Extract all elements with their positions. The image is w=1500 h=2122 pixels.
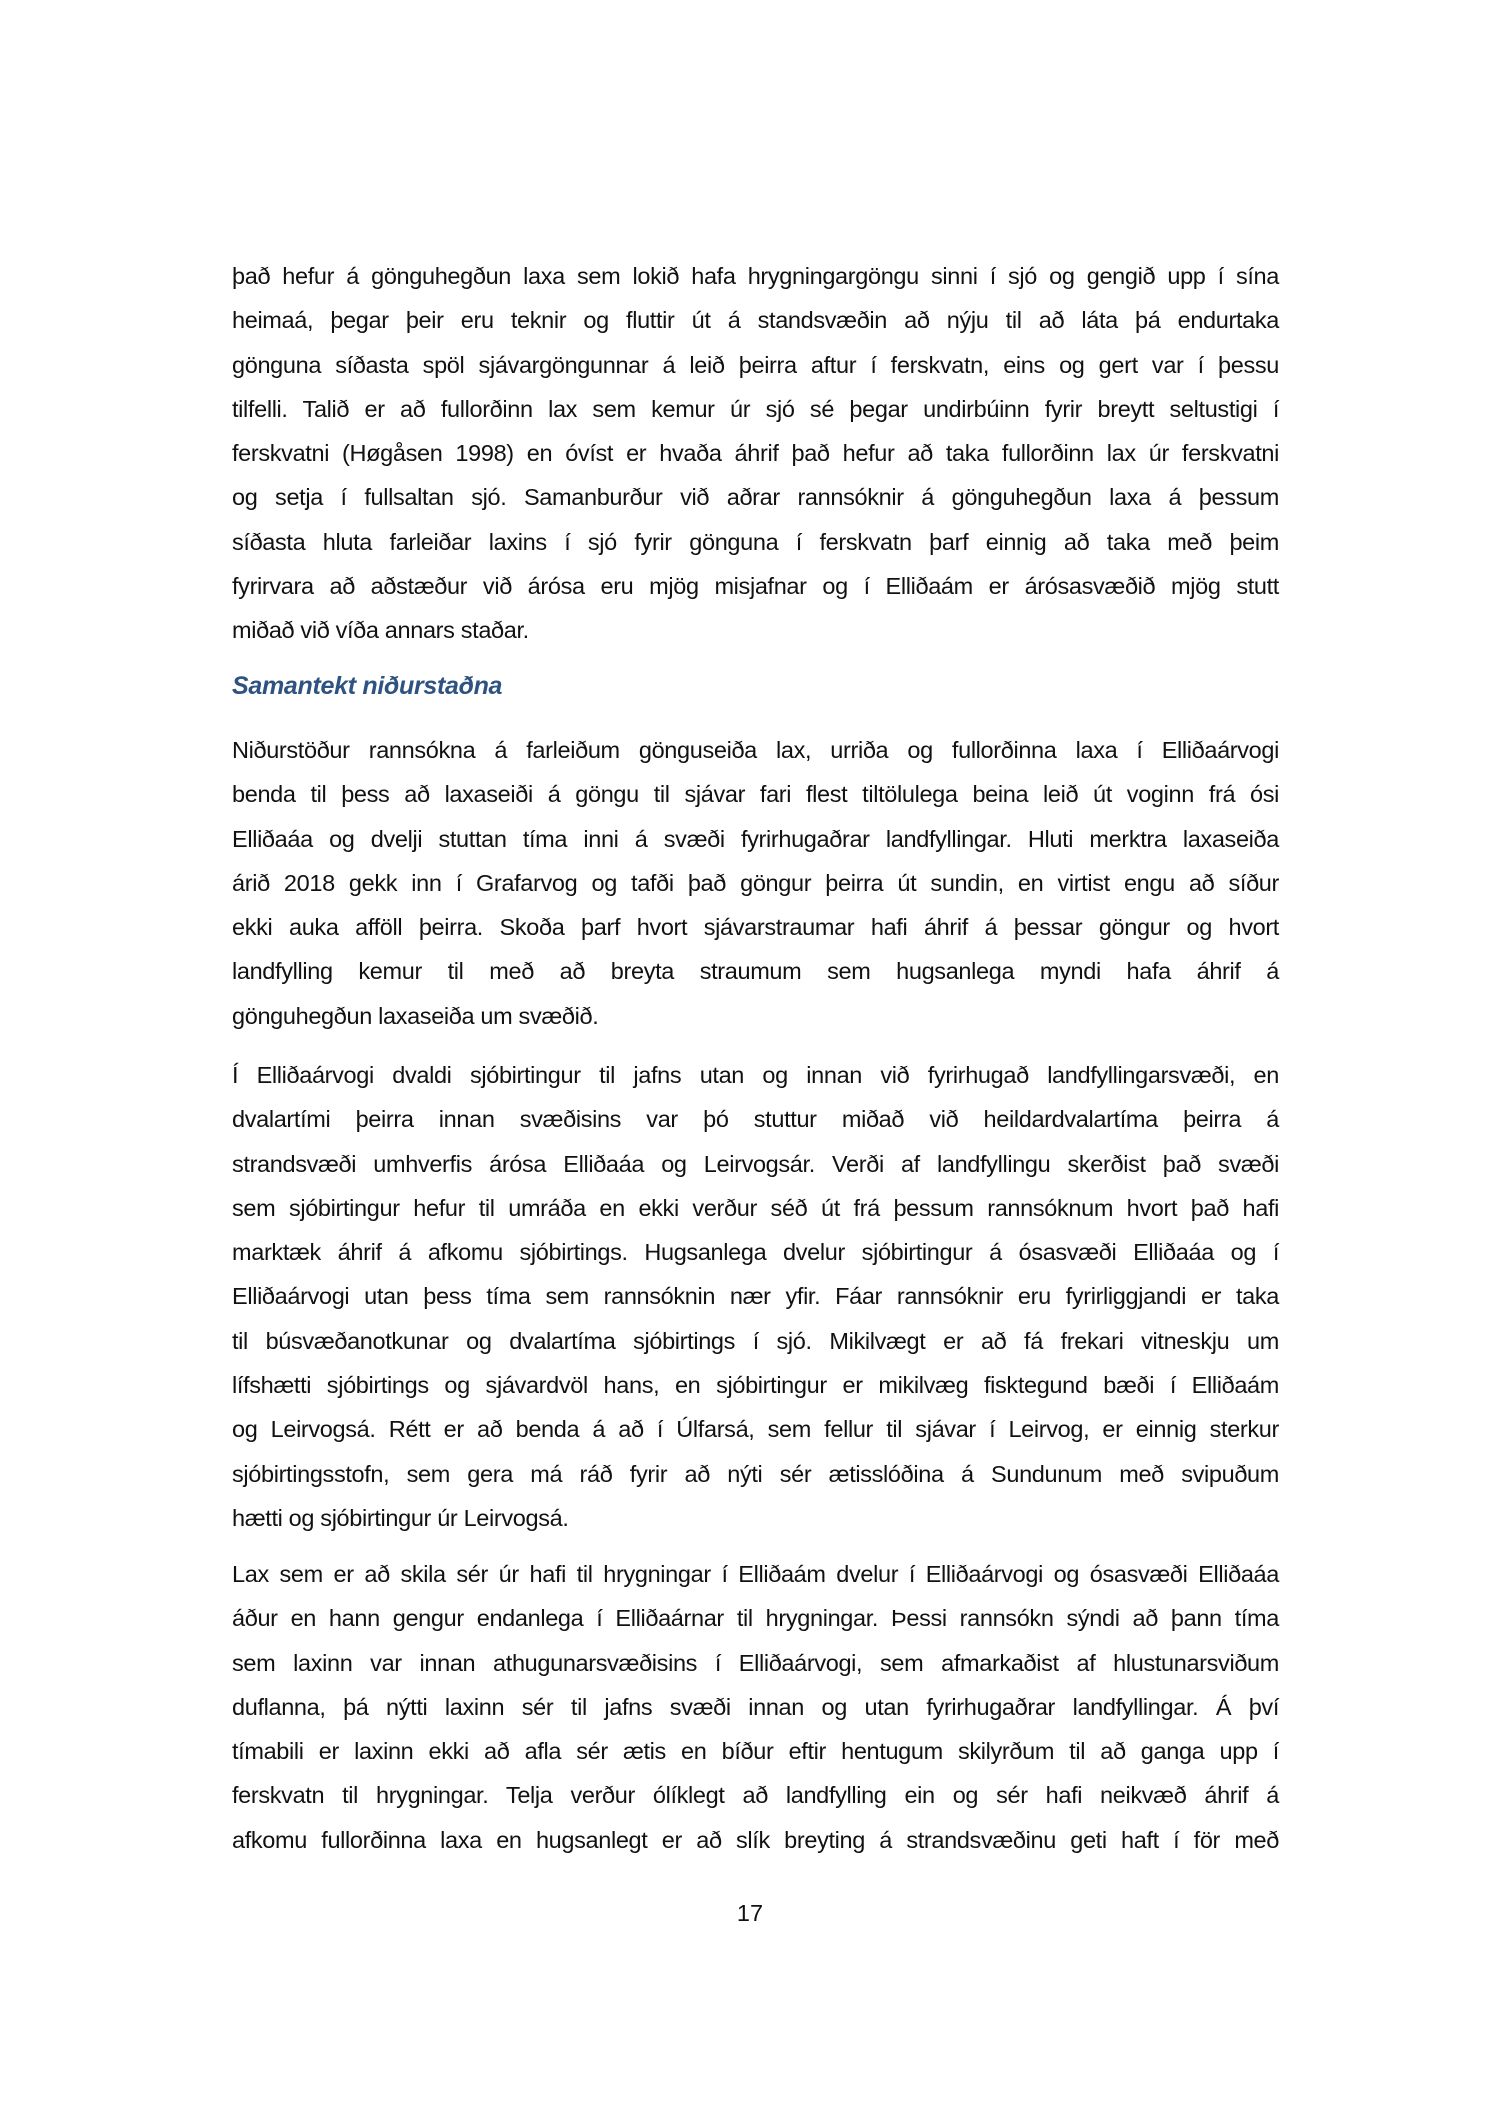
text-line: gönguna síðasta spöl sjávargöngunnar á leið þeirra aftur í ferskvatn, eins og gert var í þessu: [232, 351, 1279, 378]
text-line: árið 2018 gekk inn í Grafarvog og tafði það göngur þeirra út sundin, en virtist engu að síður: [232, 869, 1279, 896]
text-line: Niðurstöður rannsókna á farleiðum gönguseiða lax, urriða og fullorðinna laxa í Elliðaárvogi: [232, 737, 1279, 763]
text-line: Í Elliðaárvogi dvaldi sjóbirtingur til jafns utan og innan við fyrirhugað landfyllingarsvæði, en: [232, 1062, 1279, 1088]
text-line: hætti og sjóbirtingur úr Leirvogsá.: [232, 1504, 569, 1531]
text-line: heimaá, þegar þeir eru teknir og fluttir út á standsvæðin að nýju til að láta þá endurtaka: [232, 307, 1279, 334]
text-line: duflanna, þá nýtti laxinn sér til jafns svæði innan og utan fyrirhugaðrar landfyllingar. Á því: [232, 1693, 1279, 1720]
text-line: miðað við víða annars staðar.: [232, 617, 529, 644]
text-line: það hefur á gönguhegðun laxa sem lokið hafa hrygningargöngu sinni í sjó og gengið upp í sína: [232, 263, 1279, 289]
text-line: ekki auka afföll þeirra. Skoða þarf hvort sjávarstraumar hafi áhrif á þessar göngur og hvort: [232, 914, 1279, 941]
text-line: áður en hann gengur endanlega í Elliðaárnar til hrygningar. Þessi rannsókn sýndi að þann tíma: [232, 1605, 1279, 1632]
text-line: sem sjóbirtingur hefur til umráða en ekki verður séð út frá þessum rannsóknum hvort það hafi: [232, 1194, 1279, 1221]
text-line: Lax sem er að skila sér úr hafi til hrygningar í Elliðaám dvelur í Elliðaárvogi og ósasvæði Elliðaáa: [232, 1561, 1279, 1587]
text-line: Elliðaáa og dvelji stuttan tíma inni á svæði fyrirhugaðrar landfyllingar. Hluti merktra laxaseiða: [232, 825, 1279, 852]
text-line: afkomu fullorðinna laxa en hugsanlegt er að slík breyting á strandsvæðinu geti haft í för með: [232, 1826, 1279, 1853]
text-line: fyrirvara að aðstæður við árósa eru mjög misjafnar og í Elliðaám er árósasvæðið mjög stutt: [232, 573, 1279, 600]
text-line: gönguhegðun laxaseiða um svæðið.: [232, 1002, 599, 1029]
text-line: marktæk áhrif á afkomu sjóbirtings. Hugsanlega dvelur sjóbirtingur á ósasvæði Elliðaáa og í: [232, 1239, 1279, 1266]
page-number: 17: [736, 1900, 764, 1926]
text-line: sjóbirtingsstofn, sem gera má ráð fyrir að nýti sér ætisslóðina á Sundunum með svipuðum: [232, 1460, 1279, 1487]
text-line: og setja í fullsaltan sjó. Samanburður við aðrar rannsóknir á gönguhegðun laxa á þessum: [232, 484, 1279, 511]
section-heading: Samantekt niðurstaðna: [232, 672, 503, 700]
text-line: landfylling kemur til með að breyta straumum sem hugsanlega myndi hafa áhrif á: [232, 958, 1279, 985]
text-line: benda til þess að laxaseiði á göngu til sjávar fari flest tiltölulega beina leið út voginn frá ósi: [232, 781, 1279, 808]
paragraph-3: [232, 1053, 1279, 1540]
text-line: sem laxinn var innan athugunarsvæðisins í Elliðaárvogi, sem afmarkaðist af hlustunarsviðum: [232, 1649, 1279, 1676]
paragraph-1: [232, 254, 1279, 653]
text-line: til búsvæðanotkunar og dvalartíma sjóbirtings í sjó. Mikilvægt er að fá frekari vitneskju um: [232, 1327, 1279, 1354]
text-line: tilfelli. Talið er að fullorðinn lax sem kemur úr sjó sé þegar undirbúinn fyrir breytt seltustigi í: [232, 395, 1279, 422]
paragraph-4: [232, 1552, 1279, 1862]
text-line: síðasta hluta farleiðar laxins í sjó fyrir gönguna í ferskvatn þarf einnig að taka með þeim: [232, 528, 1279, 555]
text-line: og Leirvogsá. Rétt er að benda á að í Úlfarsá, sem fellur til sjávar í Leirvog, er einnig sterkur: [232, 1416, 1279, 1443]
text-line: ferskvatn til hrygningar. Telja verður ólíklegt að landfylling ein og sér hafi neikvæð áhrif á: [232, 1782, 1279, 1809]
text-line: tímabili er laxinn ekki að afla sér ætis en bíður eftir hentugum skilyrðum til að ganga upp í: [232, 1738, 1279, 1765]
text-line: strandsvæði umhverfis árósa Elliðaáa og Leirvogsár. Verði af landfyllingu skerðist það svæði: [232, 1150, 1279, 1177]
text-line: Elliðaárvogi utan þess tíma sem rannsóknin nær yfir. Fáar rannsóknir eru fyrirliggjandi er taka: [232, 1283, 1279, 1310]
text-line: lífshætti sjóbirtings og sjávardvöl hans, en sjóbirtingur er mikilvæg fisktegund bæði í Elliðaám: [232, 1372, 1279, 1399]
paragraph-2: [232, 728, 1279, 1038]
text-line: ferskvatni (Høgåsen 1998) en óvíst er hvaða áhrif það hefur að taka fullorðinn lax úr ferskvatni: [232, 440, 1279, 467]
text-line: dvalartími þeirra innan svæðisins var þó stuttur miðað við heildardvalartíma þeirra á: [232, 1106, 1279, 1133]
